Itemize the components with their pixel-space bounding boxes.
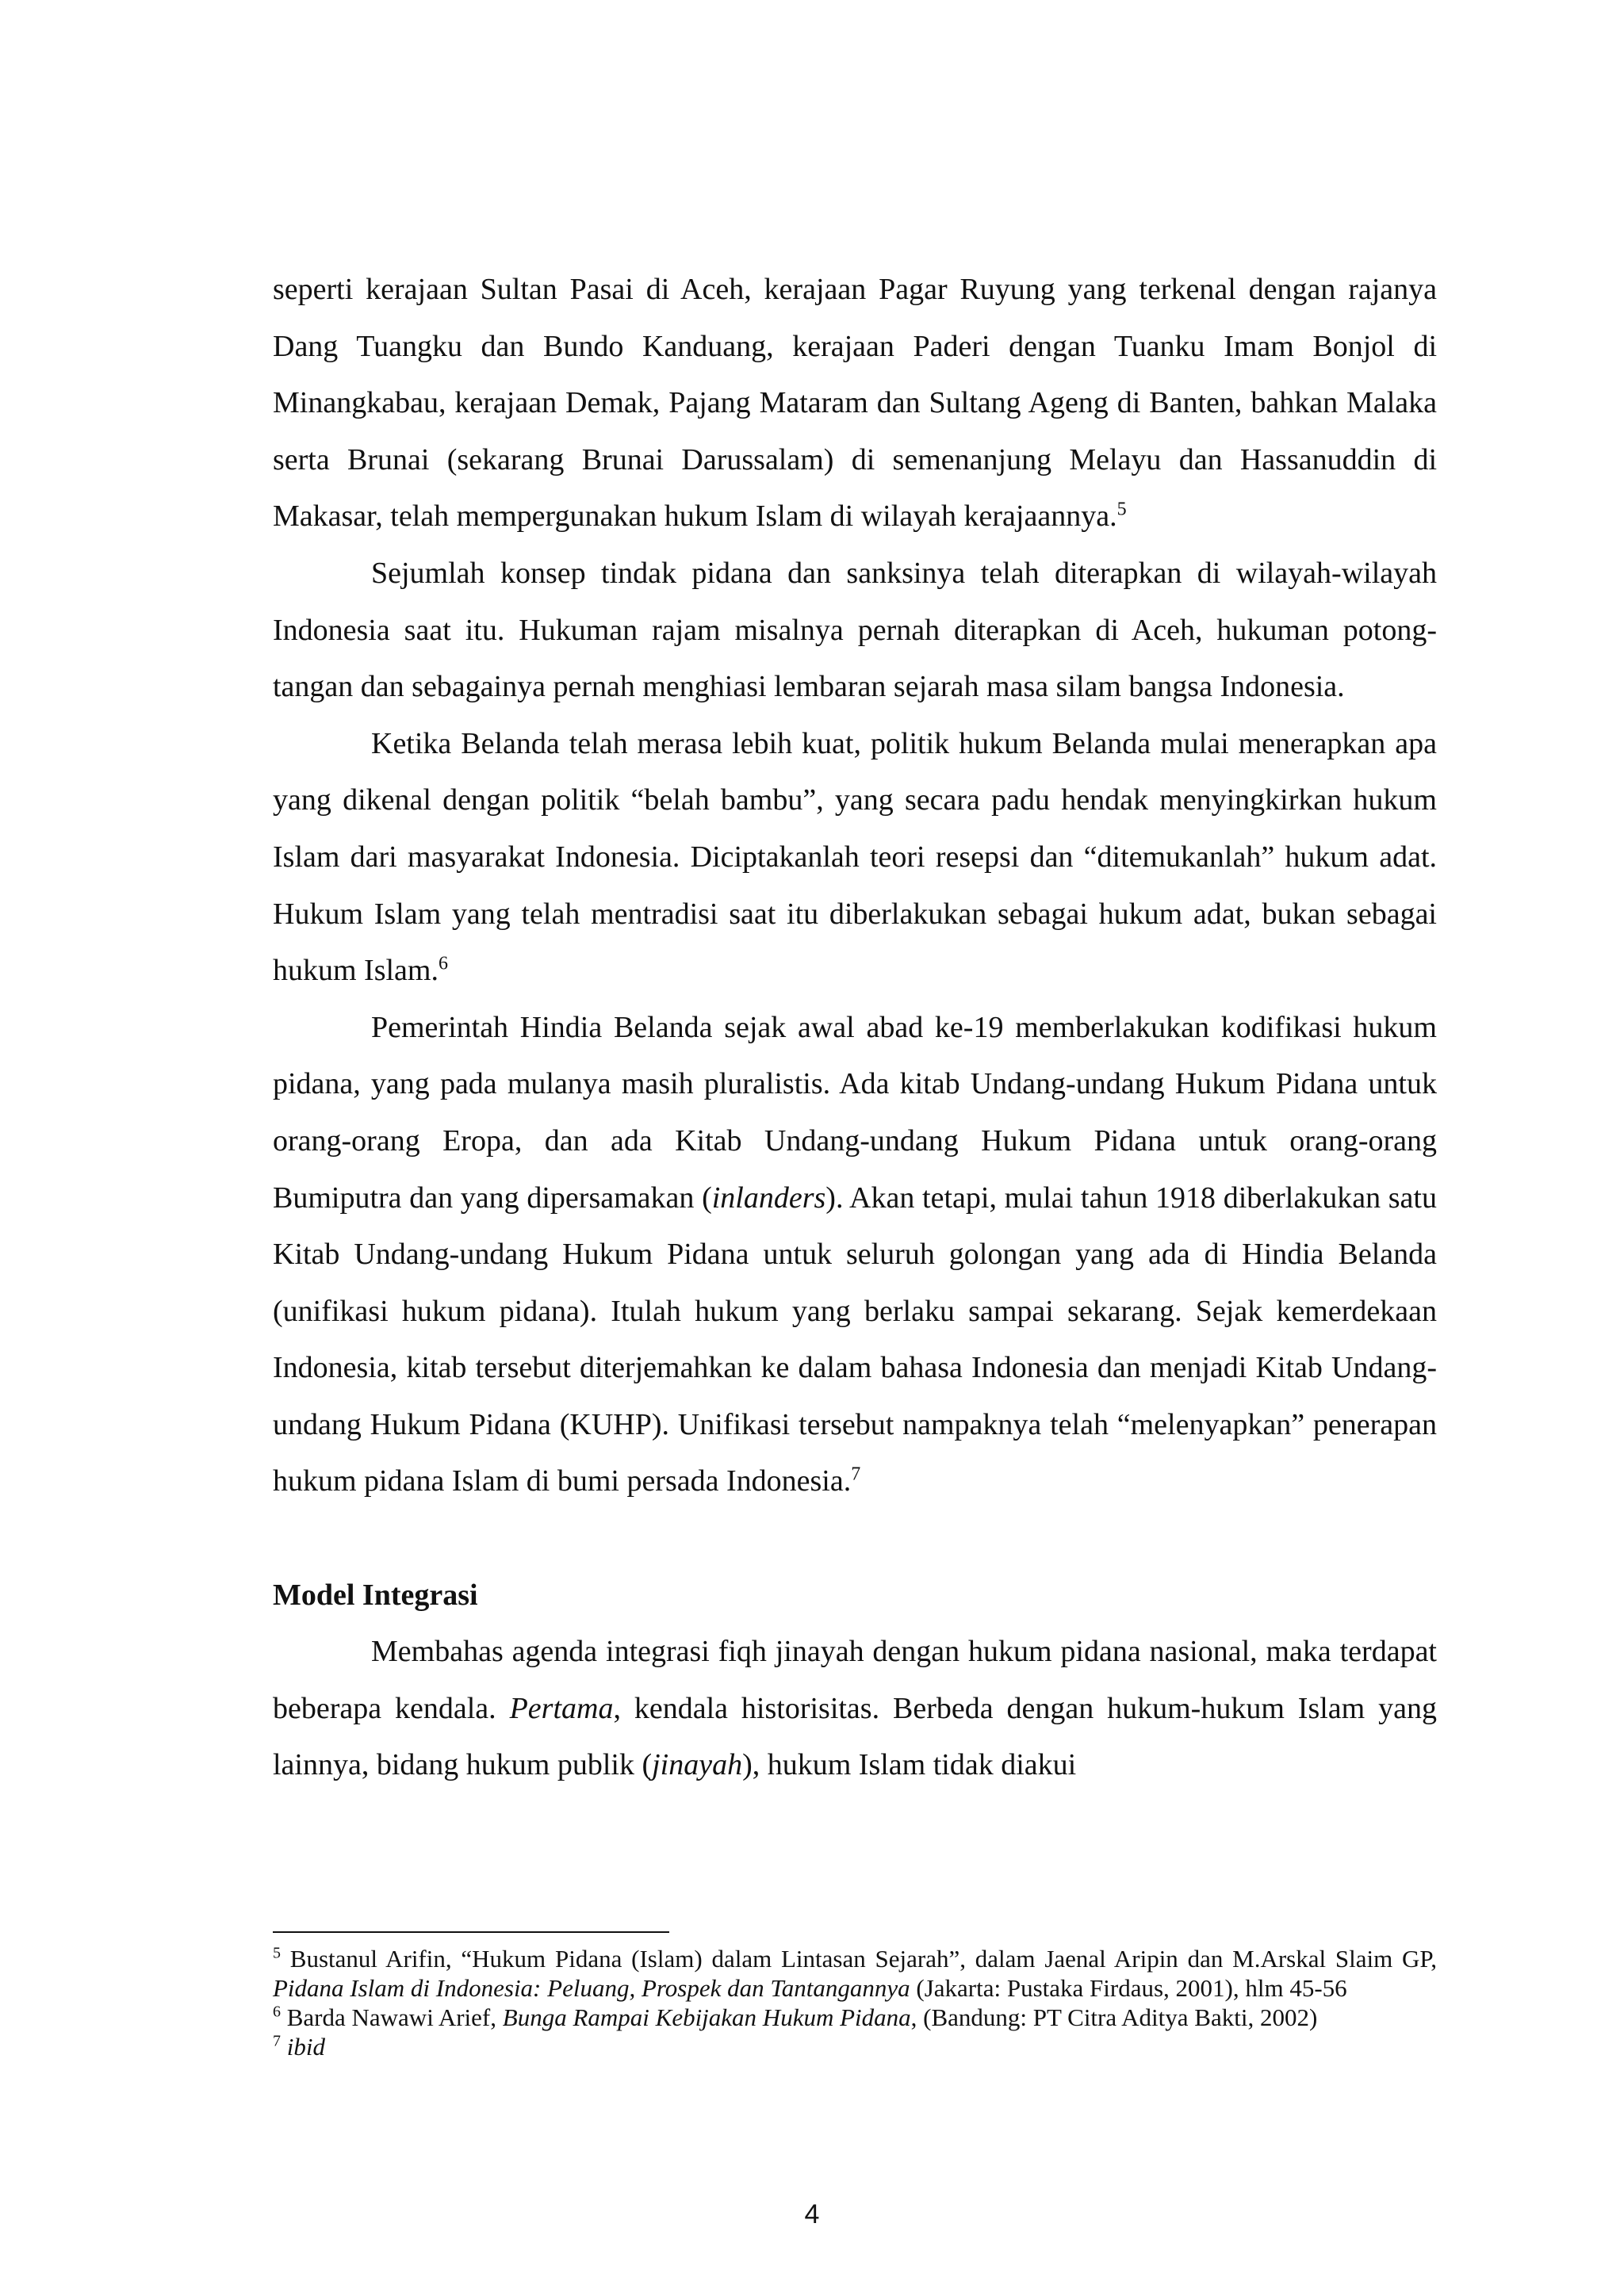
body-text [273,262,1437,1794]
paragraph-text: Ketika Belanda telah merasa lebih kuat, politik hukum Belanda mulai menerapkan apa yang dikenal dengan politik “belah bambu”, yang secara padu hendak menyingkirkan hukum Islam dari masyarakat Indonesia. Diciptakanlah teori resepsi dan “ditemukanlah” hukum adat. Hukum Islam yang telah mentradisi saat itu diberlakukan sebagai hukum adat, bukan sebagai hukum Islam. [273,726,1437,988]
paragraph-1 [273,262,1437,545]
page-number: 4 [804,2199,820,2229]
paragraph-2 [273,545,1437,716]
footnote-text [281,2033,287,2061]
footnote-7 [273,2032,1437,2061]
footnote-5 [273,1944,1437,2003]
footnote-6 [273,2003,1437,2032]
paragraph-5 [273,1624,1437,1794]
footnote-ref: 5 [1116,499,1127,520]
paragraph-4 [273,1000,1437,1510]
paragraph-text: seperti kerajaan Sultan Pasai di Aceh, kerajaan Pagar Ruyung yang terkenal dengan rajanya Dang Tuangku dan Bundo Kanduang, kerajaan Paderi dengan Tuanku Imam Bonjol di Minangkabau, kerajaan Demak, Pajang Mataram dan Sultang Ageng di Banten, bahkan Malaka serta Brunai (sekarang Brunai Darussalam) di semenanjung Melayu dan Hassanuddin di Makasar, telah mempergunakan hukum Islam di wilayah kerajaannya. [273,273,1437,534]
footnote-divider [273,1931,669,1933]
italic-term: jinayah [652,1748,743,1782]
footnote-ref: 6 [438,953,448,974]
footnote-text: (Jakarta: Pustaka Firdaus, 2001), hlm 45-56 [910,1974,1347,2002]
footnote-text: Barda Nawawi Arief, [281,2003,503,2031]
paragraph-text: Pemerintah Hindia Belanda sejak awal abad ke-19 memberlakukan kodifikasi hukum pidana, yang pada mulanya masih pluralistis. Ada kitab Undang-undang Hukum Pidana untuk orang-orang Eropa, dan ada Kitab Undang-undang Hukum Pidana untuk orang-orang Bumiputra dan yang dipersamakan ( [273,1010,1437,1215]
paragraph-3 [273,716,1437,1000]
footnote-ref: 7 [851,1464,861,1485]
footnotes [273,1944,1437,2061]
footnote-number: 6 [273,2003,281,2021]
footnote-title: Bunga Rampai Kebijakan Hukum Pidana [502,2003,911,2031]
footnote-number: 7 [273,2032,281,2050]
footnote-title: Pidana Islam di Indonesia: Peluang, Prospek dan Tantangannya [273,1974,910,2002]
paragraph-text: Sejumlah konsep tindak pidana dan sanksinya telah diterapkan di wilayah-wilayah Indonesia saat itu. Hukuman rajam misalnya pernah diterapkan di Aceh, hukuman potong-tangan dan sebagainya pernah menghiasi lembaran sejarah masa silam bangsa Indonesia. [273,556,1437,704]
paragraph-text: , kendala historisitas. Berbeda dengan hukum-hukum Islam yang lainnya, bidang hukum publik ( [273,1691,1437,1782]
paragraph-text: ), hukum Islam tidak diakui [742,1748,1077,1782]
paragraph-text: Membahas agenda integrasi fiqh jinayah dengan hukum pidana nasional, maka terdapat beberapa kendala. [273,1635,1437,1725]
footnote-text: Bustanul Arifin, “Hukum Pidana (Islam) dalam Lintasan Sejarah”, dalam Jaenal Aripin dan M.Arskal Slaim GP, [281,1945,1437,1973]
footnote-title: ibid [286,2033,325,2061]
italic-term: Pertama [509,1691,614,1725]
footnote-number: 5 [273,1944,281,1962]
footnote-text: , (Bandung: PT Citra Aditya Bakti, 2002) [910,2003,1318,2031]
italic-term: inlanders [711,1181,826,1215]
paragraph-text: ). Akan tetapi, mulai tahun 1918 diberlakukan satu Kitab Undang-undang Hukum Pidana untuk seluruh golongan yang ada di Hindia Belanda (unifikasi hukum pidana). Itulah hukum yang berlaku sampai sekarang. Sejak kemerdekaan Indonesia, kitab tersebut diterjemahkan ke dalam bahasa Indonesia dan menjadi Kitab Undang-undang Hukum Pidana (KUHP). Unifikasi tersebut nampaknya telah “melenyapkan” penerapan hukum pidana Islam di bumi persada Indonesia. [273,1181,1437,1498]
section-heading: Model Integrasi [273,1578,478,1612]
